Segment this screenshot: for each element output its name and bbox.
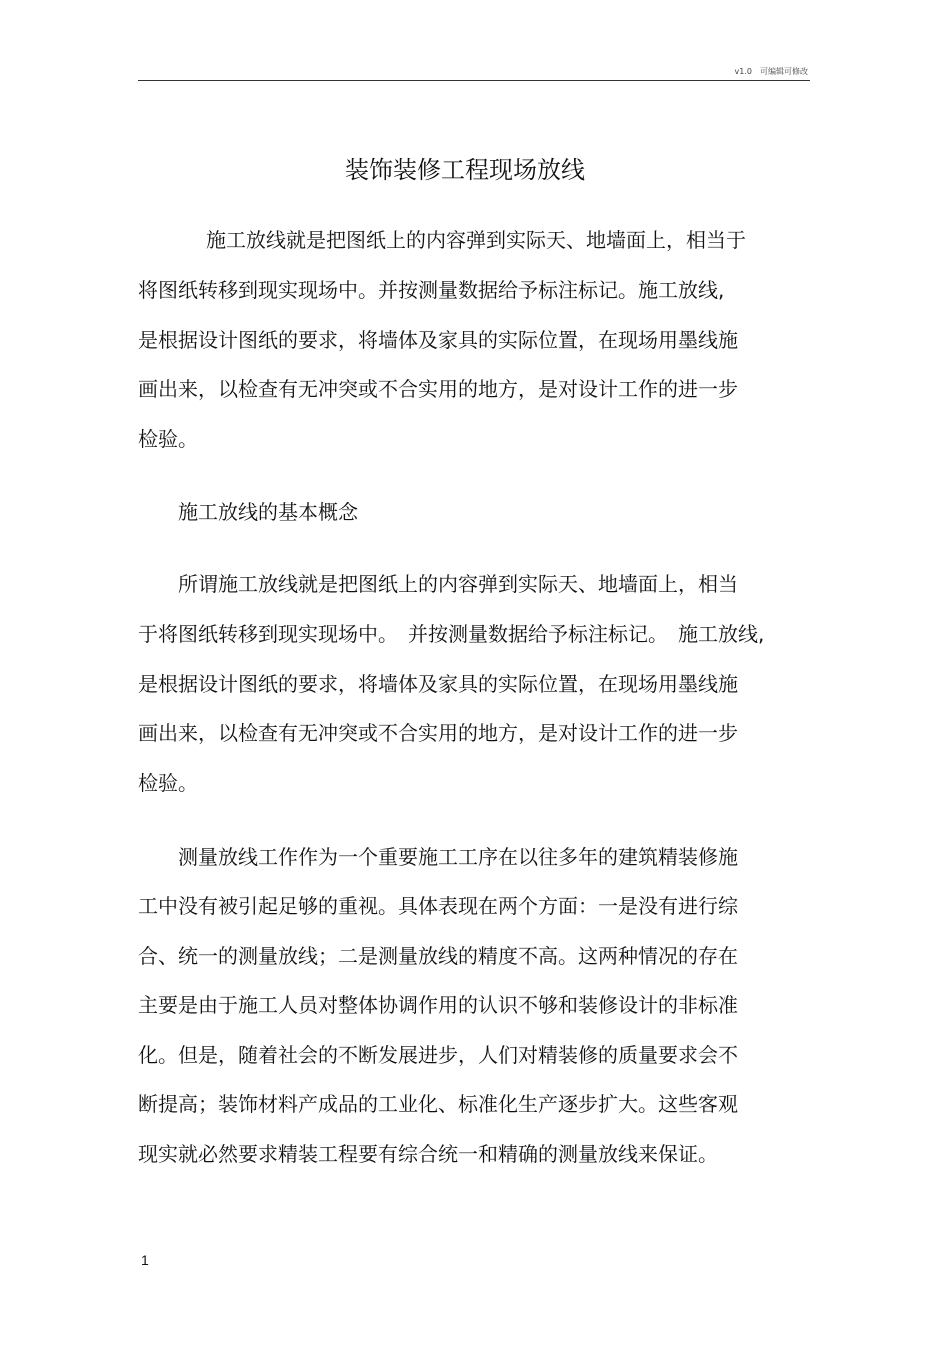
paragraph-1-line-5: 检验。 [138, 427, 198, 451]
page-number: 1 [141, 1252, 149, 1268]
paragraph-3-line-1: 测量放线工作作为一个重要施工工序在以往多年的建筑精装修施 [178, 845, 738, 869]
paragraph-1-line-3: 是根据设计图纸的要求，将墙体及家具的实际位置，在现场用墨线施 [138, 328, 738, 352]
paragraph-3-line-6: 断提高；装饰材料产成品的工业化、标准化生产逐步扩大。这些客观 [138, 1092, 738, 1116]
header-version: v1.0 可编辑可修改 [734, 67, 808, 76]
section-heading: 施工放线的基本概念 [178, 500, 358, 524]
paragraph-2-line-1: 所谓施工放线就是把图纸上的内容弹到实际天、地墙面上，相当 [178, 572, 738, 596]
paragraph-1-line-2: 将图纸转移到现实现场中。并按测量数据给予标注标记。施工放线, [138, 278, 725, 302]
paragraph-3-line-4: 主要是由于施工人员对整体协调作用的认识不够和装修设计的非标准 [138, 993, 738, 1017]
paragraph-1-line-4: 画出来，以检查有无冲突或不合实用的地方，是对设计工作的进一步 [138, 377, 738, 401]
paragraph-3-line-7: 现实就必然要求精装工程要有综合统一和精确的测量放线来保证。 [138, 1142, 718, 1166]
paragraph-1-line-1: 施工放线就是把图纸上的内容弹到实际天、地墙面上，相当于 [206, 228, 746, 252]
paragraph-2-line-2: 于将图纸转移到现实现场中。 并按测量数据给予标注标记。 施工放线, [138, 622, 765, 646]
paragraph-2-line-5: 检验。 [138, 771, 198, 795]
paragraph-2-line-3: 是根据设计图纸的要求，将墙体及家具的实际位置，在现场用墨线施 [138, 672, 738, 696]
paragraph-2-line-4: 画出来，以检查有无冲突或不合实用的地方，是对设计工作的进一步 [138, 721, 738, 745]
header-rule [138, 80, 810, 81]
paragraph-3-line-5: 化。但是，随着社会的不断发展进步，人们对精装修的质量要求会不 [138, 1043, 738, 1067]
paragraph-3-line-3: 合、统一的测量放线；二是测量放线的精度不高。这两种情况的存在 [138, 944, 738, 968]
paragraph-3-line-2: 工中没有被引起足够的重视。具体表现在两个方面：一是没有进行综 [138, 894, 738, 918]
document-title: 装饰装修工程现场放线 [345, 156, 585, 184]
